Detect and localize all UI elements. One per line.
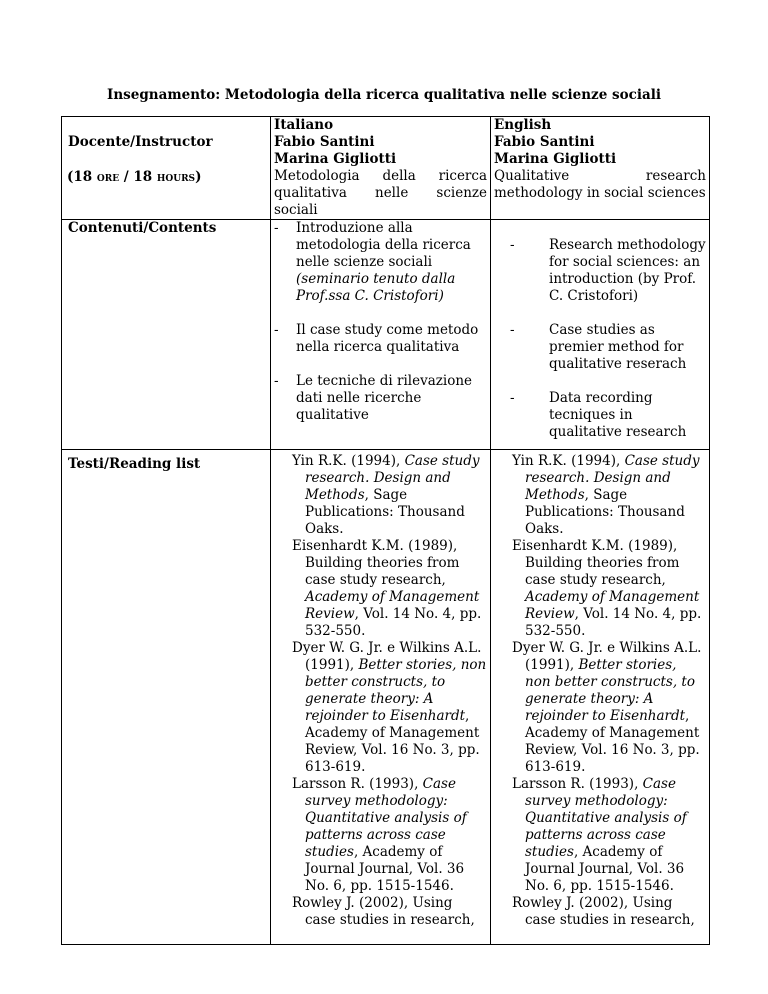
italian-readings-cell <box>271 450 491 945</box>
contenuti-label: Contenuti/Contents <box>68 220 217 236</box>
italian-content-item: - Il case study come metodo nella ricerca qualitativa <box>274 322 479 355</box>
reading-item: Yin R.K. (1994), Case study research. Design and Methods, Sage Publications: Thousand Oaks. <box>292 453 480 537</box>
italian-instructor-1: Fabio Santini <box>274 134 375 150</box>
english-header-cell <box>491 117 710 220</box>
english-reading-list <box>494 450 706 929</box>
italian-content-item: - Introduzione alla metodologia della ricerca nelle scienze sociali (seminario tenuto dalla Prof.ssa C. Cristofori) <box>274 220 471 304</box>
italian-instructor-2: Marina Gigliotti <box>274 151 397 167</box>
english-contents-cell <box>491 220 710 450</box>
reading-item: Larsson R. (1993), Case survey methodology: Quantitative analysis of patterns across case studies, Academy of Journal Journal, Vol. 36 No. 6, pp. 1515-1546. <box>292 776 467 894</box>
english-content-item: - Data recording tecniques in qualitative research <box>510 390 687 440</box>
italian-header: Italiano <box>274 117 334 133</box>
docente-label: Docente/Instructor <box>68 134 213 150</box>
page-title: Insegnamento: Metodologia della ricerca qualitativa nelle scienze sociali <box>107 87 661 103</box>
reading-item: Yin R.K. (1994), Case study research. Design and Methods, Sage Publications: Thousand Oaks. <box>512 453 700 537</box>
reading-list-row <box>62 450 710 945</box>
english-instructor-1: Fabio Santini <box>494 134 595 150</box>
testi-label: Testi/Reading list <box>68 456 201 472</box>
italian-content-item: - Le tecniche di rilevazione dati nelle ricerche qualitative <box>274 373 473 423</box>
label-cell <box>62 450 271 945</box>
english-content-item: - Case studies as premier method for qualitative reserach <box>510 322 687 372</box>
label-cell <box>62 220 271 450</box>
contents-row <box>62 220 710 450</box>
reading-item: Eisenhardt K.M. (1989), Building theories from case study research, Academy of Management Review, Vol. 14 No. 4, pp. 532-550. <box>292 538 482 639</box>
english-readings-cell <box>491 450 710 945</box>
label-cell <box>62 117 271 220</box>
course-table <box>61 116 710 945</box>
reading-item: Rowley J. (2002), Using case studies in research, <box>512 895 695 928</box>
reading-item: Dyer W. G. Jr. e Wilkins A.L. (1991), Better stories, non better constructs, to generate theory: A rejoinder to Eisenhardt, Academy of Management Review, Vol. 16 No. 3, pp. 613-619. <box>512 640 702 775</box>
reading-item: Dyer W. G. Jr. e Wilkins A.L. (1991), Better stories, non better constructs, to generate theory: A rejoinder to Eisenhardt, Academy of Management Review, Vol. 16 No. 3, pp. 613-619. <box>292 640 487 775</box>
reading-item: Eisenhardt K.M. (1989), Building theories from case study research, Academy of Management Review, Vol. 14 No. 4, pp. 532-550. <box>512 538 702 639</box>
english-course-name: Qualitative research methodology in social sciences <box>494 168 706 201</box>
instructor-row <box>62 117 710 220</box>
english-header: English <box>494 117 552 133</box>
english-instructor-2: Marina Gigliotti <box>494 151 617 167</box>
italian-reading-list <box>274 450 487 929</box>
italian-course-name: Metodologia della ricerca qualitativa nelle scienze sociali <box>274 168 487 218</box>
reading-item: Larsson R. (1993), Case survey methodology: Quantitative analysis of patterns across case studies, Academy of Journal Journal, Vol. 36 No. 6, pp. 1515-1546. <box>512 776 687 894</box>
hours-label: (18 ore / 18 hours) <box>67 169 202 185</box>
english-content-item: - Research methodology for social sciences: an introduction (by Prof. C. Cristofori) <box>510 237 706 304</box>
italian-contents-cell <box>271 220 491 450</box>
reading-item: Rowley J. (2002), Using case studies in research, <box>292 895 475 928</box>
italian-header-cell <box>271 117 491 220</box>
